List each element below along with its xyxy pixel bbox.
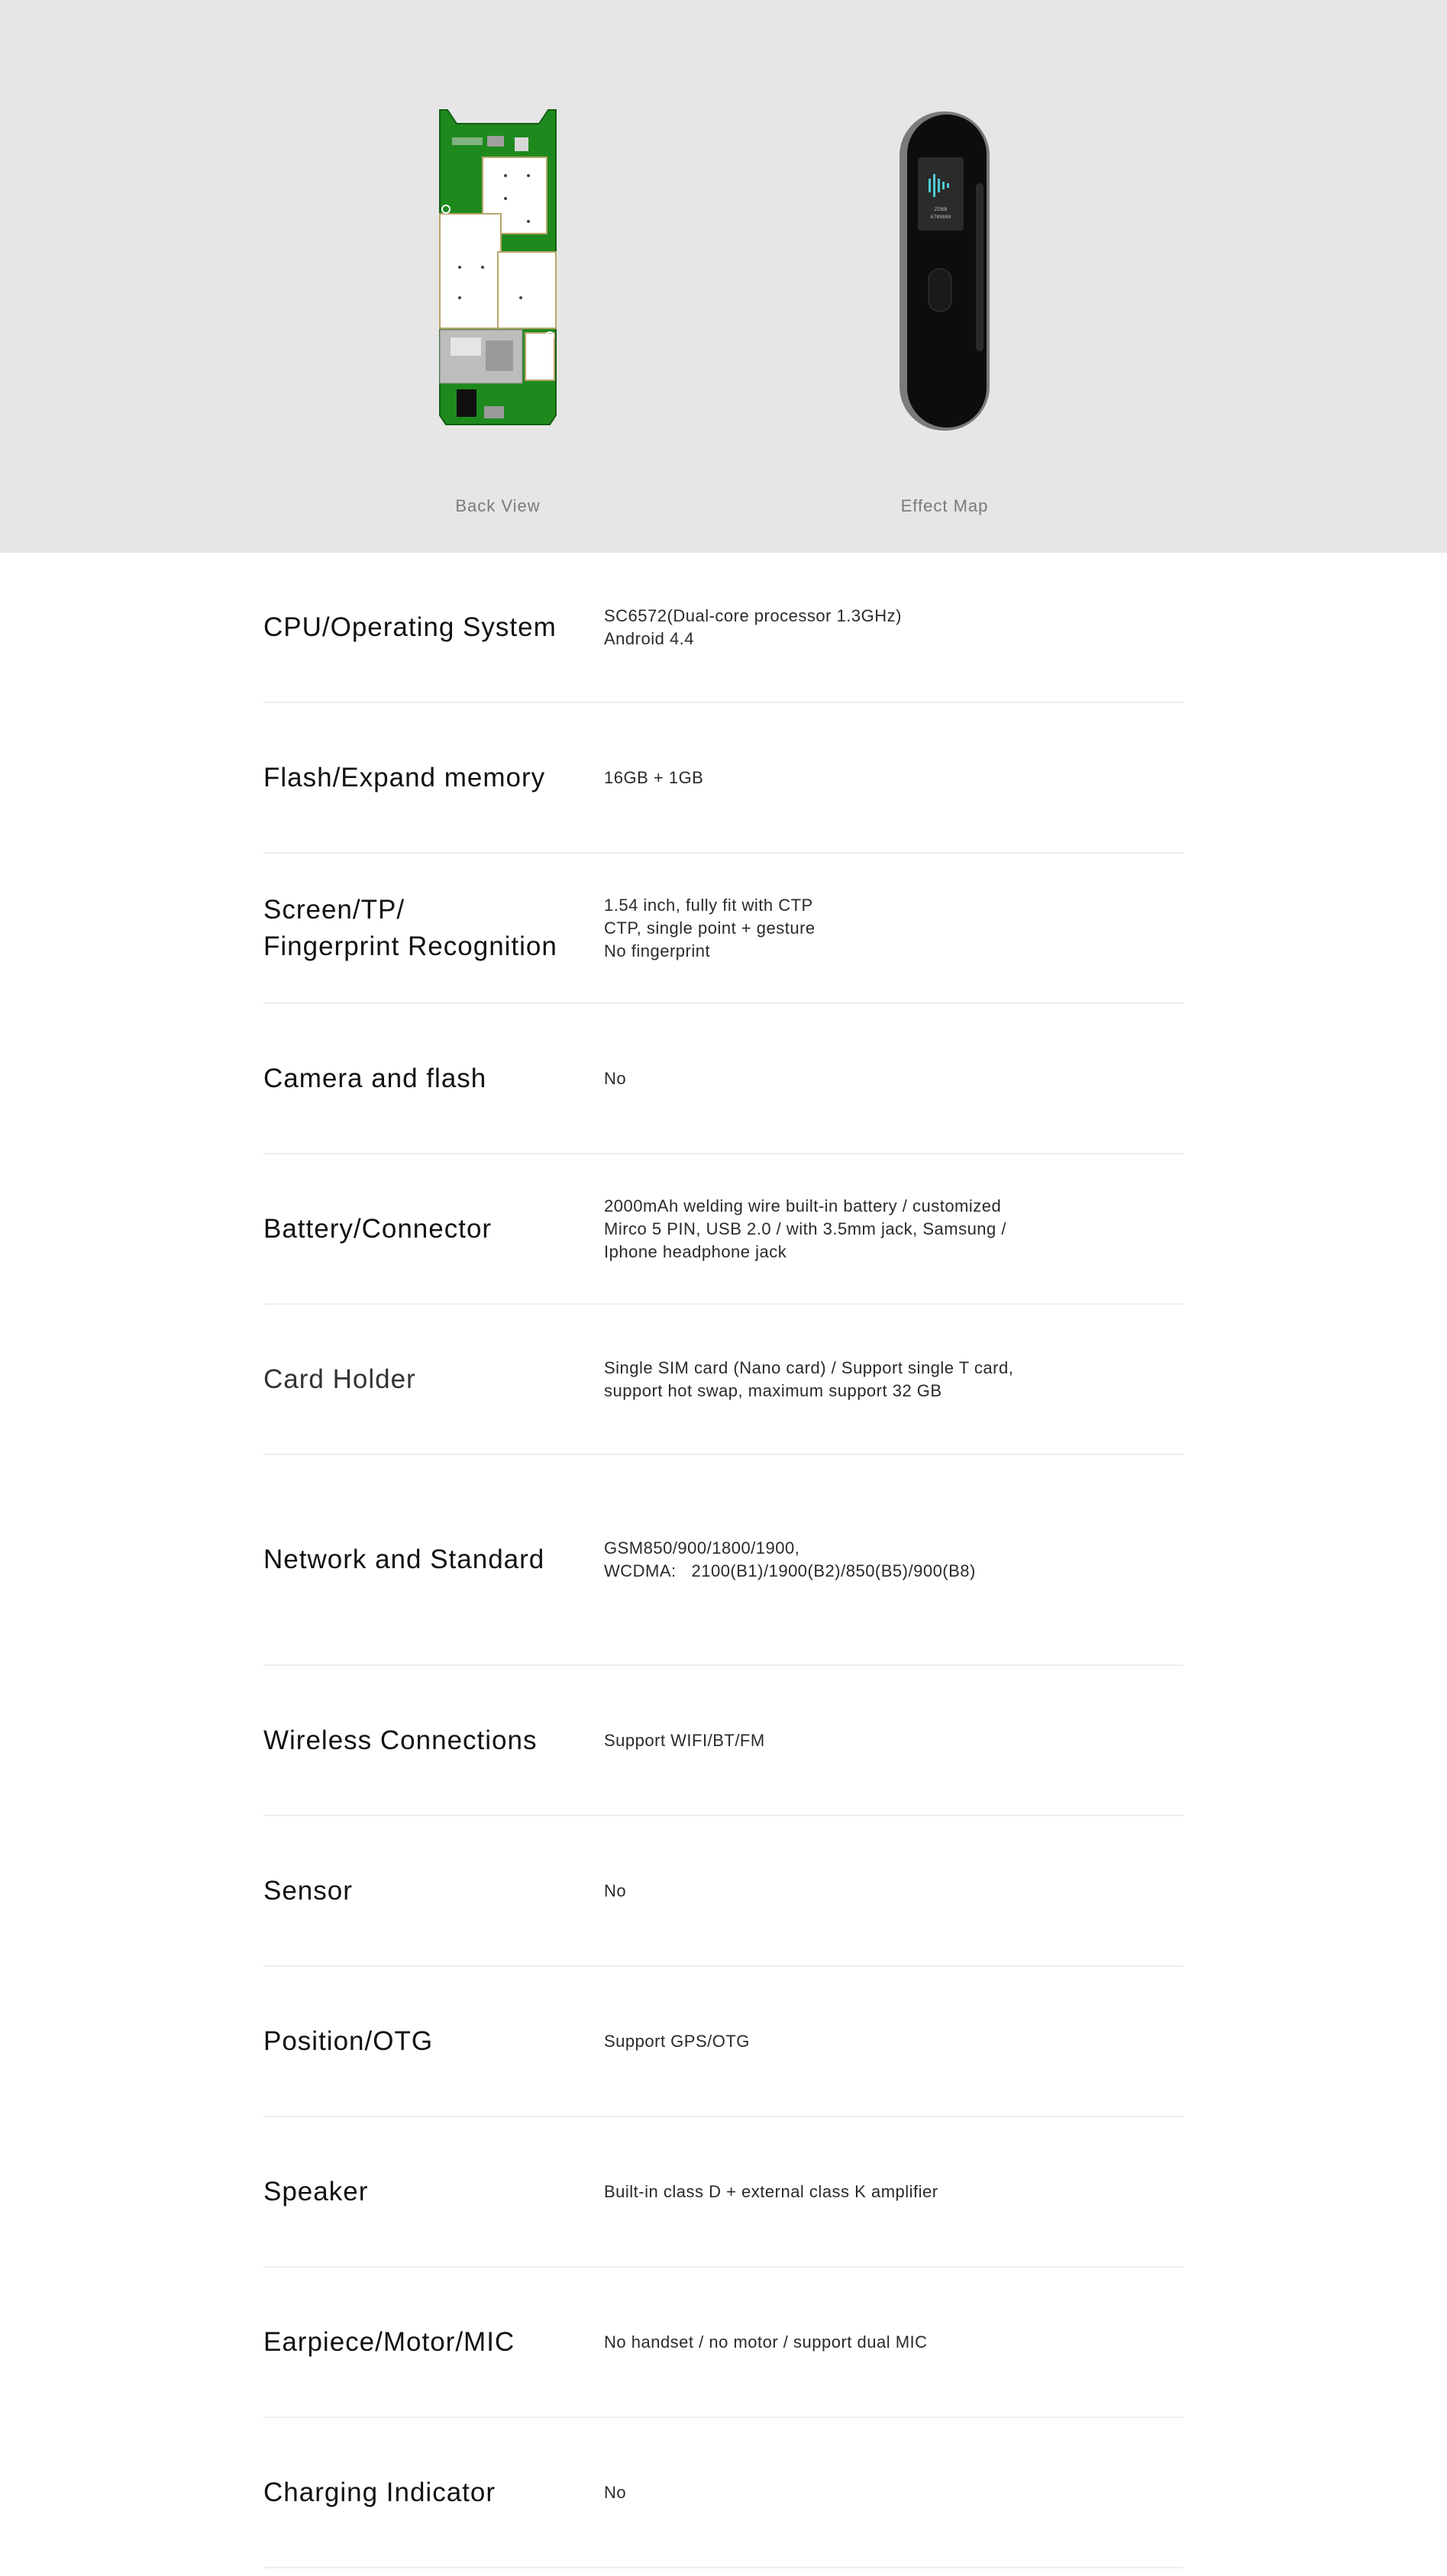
effect-map-caption: Effect Map — [900, 496, 989, 515]
spec-row-flash — [263, 703, 1184, 854]
spec-row-network — [263, 1455, 1184, 1666]
translator-device-icon — [895, 107, 994, 435]
spec-label: Position/OTG — [263, 2026, 434, 2056]
spec-value: No handset / no motor / support dual MIC — [604, 2332, 928, 2352]
spec-row-position — [263, 1967, 1184, 2117]
spec-value: GSM850/900/1800/1900, WCDMA: 2100(B1)/1900(B2)/850(B5)/900(B8) — [604, 1538, 976, 1580]
spec-label: Charging Indicator — [263, 2477, 496, 2507]
spec-label: Earpiece/Motor/MIC — [263, 2326, 515, 2357]
spec-row-earpiece — [263, 2268, 1184, 2418]
spec-label: Camera and flash — [263, 1063, 487, 1093]
spec-row-battery — [263, 1154, 1184, 1305]
spec-label: CPU/Operating System — [263, 612, 557, 642]
spec-label: Wireless Connections — [263, 1725, 538, 1755]
spec-label: Sensor — [263, 1875, 353, 1906]
spec-row-charging — [263, 2418, 1184, 2568]
spec-value: 1.54 inch, fully fit with CTP CTP, single point + gesture No fingerprint — [604, 895, 816, 960]
spec-value: No — [604, 1880, 627, 1900]
spec-value: Single SIM card (Nano card) / Support single T card, support hot swap, maximum support 32 GB — [604, 1357, 1014, 1400]
spec-row-cpu — [263, 553, 1184, 703]
circuit-board-icon — [437, 107, 559, 431]
back-view-panel — [284, 0, 712, 553]
device-screen-line-1: ZDBB — [934, 207, 948, 212]
spec-row-card-holder — [263, 1305, 1184, 1455]
spec-value: SC6572(Dual-core processor 1.3GHz) Android 4.4 — [604, 605, 902, 648]
spec-value: Built-in class D + external class K amplifier — [604, 2181, 938, 2201]
product-hero — [0, 0, 1447, 553]
spec-value: 16GB + 1GB — [604, 767, 704, 787]
back-view-caption: Back View — [455, 496, 541, 515]
effect-map-panel — [731, 0, 1158, 553]
spec-row-wireless — [263, 1666, 1184, 1816]
spec-value: Support GPS/OTG — [604, 2031, 750, 2051]
spec-row-sensor — [263, 1816, 1184, 1967]
spec-value: 2000mAh welding wire built-in battery / customized Mirco 5 PIN, USB 2.0 / with 3.5mm jack, Samsung / Iphone headphone jack — [604, 1196, 1006, 1261]
spec-value: No — [604, 2482, 627, 2502]
spec-label: Speaker — [263, 2176, 369, 2206]
spec-label: Screen/TP/ Fingerprint Recognition — [263, 894, 557, 961]
spec-row-screen — [263, 854, 1184, 1004]
spec-label: Network and Standard — [263, 1545, 545, 1574]
spec-value: No — [604, 1068, 627, 1088]
spec-label: Flash/Expand memory — [263, 762, 546, 792]
spec-label: Battery/Connector — [263, 1213, 493, 1244]
spec-table — [263, 553, 1184, 2568]
spec-row-speaker — [263, 2117, 1184, 2268]
spec-value: Support WIFI/BT/FM — [604, 1730, 765, 1750]
spec-row-camera — [263, 1004, 1184, 1154]
device-screen-line-2: 6789989 — [930, 215, 951, 220]
spec-label: Card Holder — [263, 1364, 416, 1394]
